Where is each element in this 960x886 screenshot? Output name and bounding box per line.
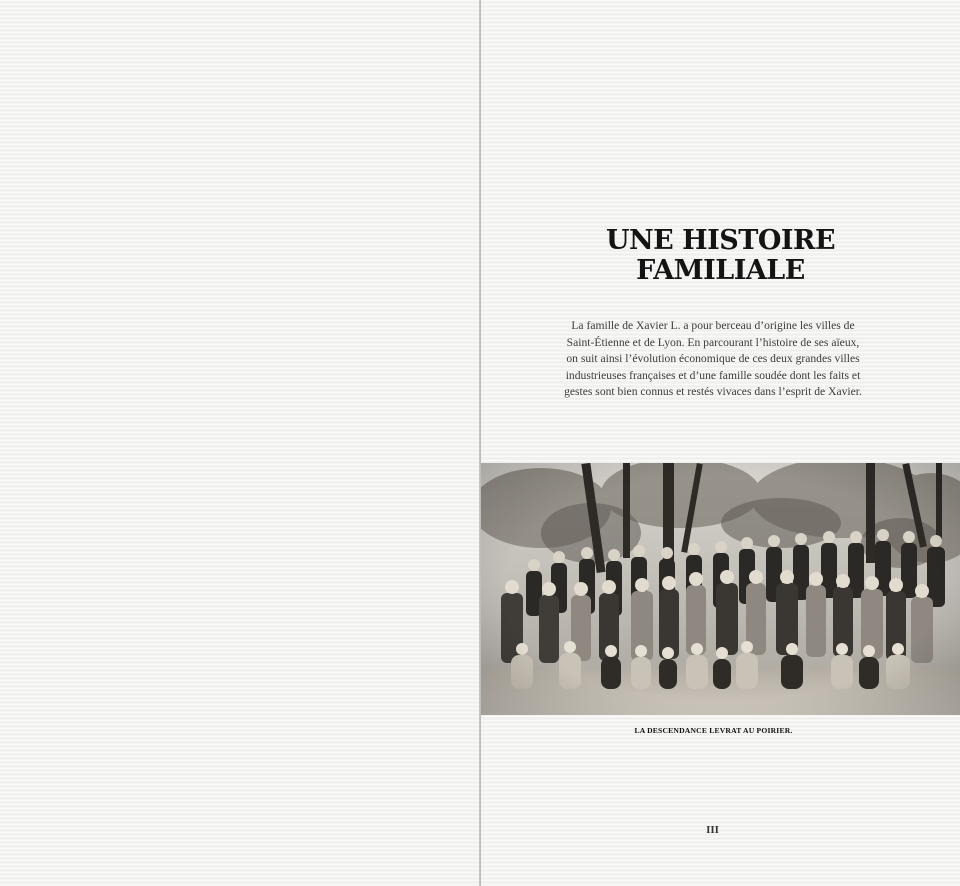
intro-line: on suit ainsi l’évolution économique de ces deux grandes villes (566, 352, 860, 366)
chapter-title-line: UNE HISTOIRE (605, 225, 836, 256)
chapter-title-line: FAMILIALE (636, 255, 805, 286)
intro-line: La famille de Xavier L. a pour berceau d’origine les villes de (571, 319, 855, 332)
right-page (481, 0, 960, 886)
family-group-photo (481, 463, 960, 715)
intro-line: industrieuses françaises et d’une famille soudée dont les faits et (565, 368, 861, 382)
photo-caption: LA DESCENDANCE LEVRAT AU POIRIER. (634, 726, 793, 735)
intro-paragraph (549, 318, 877, 401)
intro-line: gestes sont bien connus et restés vivaces dans l’esprit de Xavier. (564, 385, 862, 399)
chapter-title (481, 226, 960, 286)
page-number: III (706, 824, 719, 836)
intro-line: Saint-Étienne et de Lyon. En parcourant l’histoire de ses aïeux, (566, 335, 860, 349)
left-page-blank (0, 0, 479, 886)
